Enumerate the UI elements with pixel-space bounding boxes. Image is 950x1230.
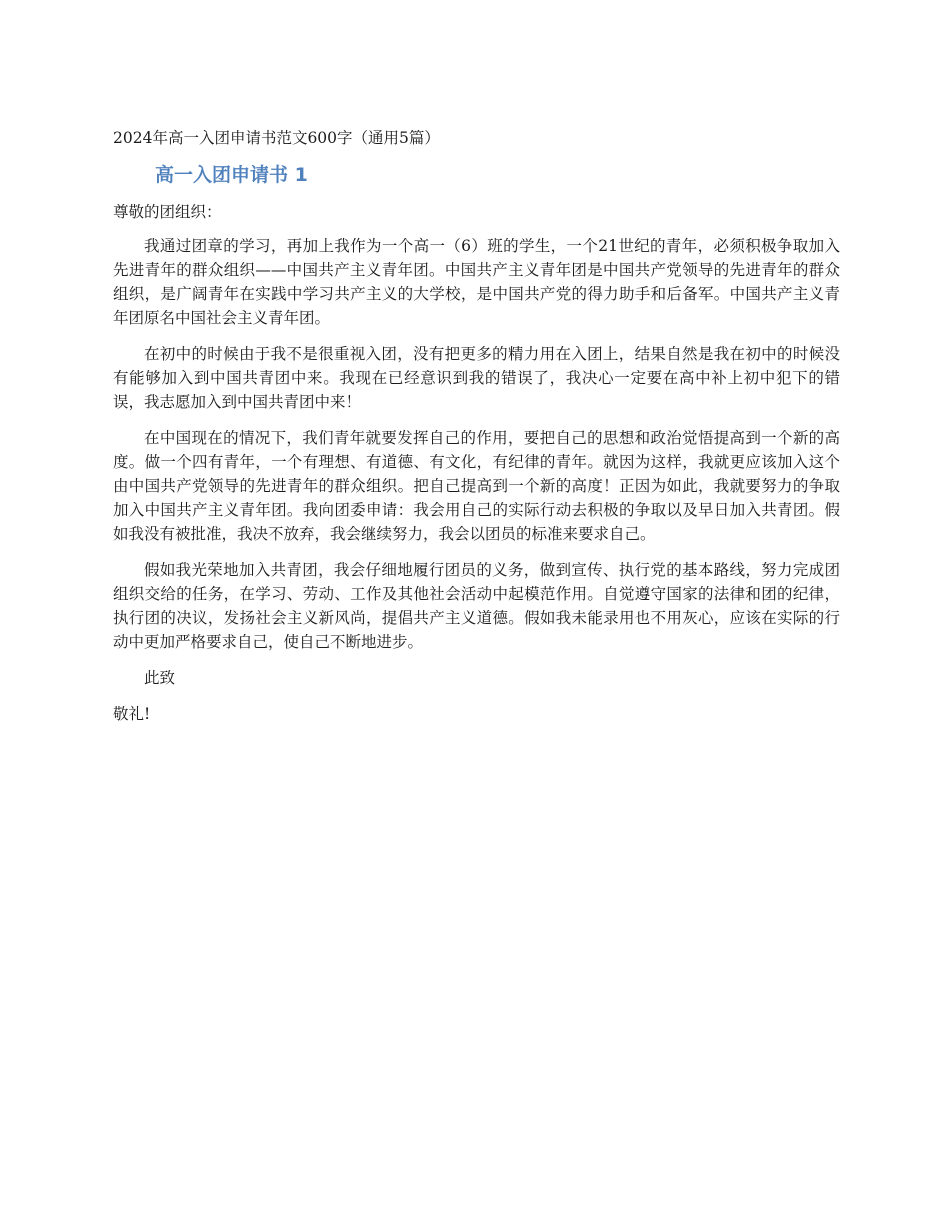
salutation: 尊敬的团组织： <box>113 203 222 221</box>
regards-line: 敬礼! <box>113 705 151 723</box>
paragraph-3: 在中国现在的情况下，我们青年就要发挥自己的作用，要把自己的思想和政治觉悟提高到一个新的高度。做一个四有青年，一个有理想、有道德、有文化，有纪律的青年。就因为这样，我就更应该加入这个由中国共产党领导的先进青年的群众组织。把自己提高到一个新的高度！正因为如此，我就要努力的争取加入中国共产主义青年团。我向团委申请：我会用自己的实际行动去积极的争取以及早日加入共青团。假如我没有被批准，我决不放弃，我会继续努力，我会以团员的标准来要求自己。 <box>113 429 840 543</box>
paragraph-1: 我通过团章的学习，再加上我作为一个高一（6）班的学生，一个21世纪的青年，必须积极争取加入先进青年的群众组织——中国共产主义青年团。中国共产主义青年团是中国共产党领导的先进青年的群众组织，是广阔青年在实践中学习共产主义的大学校，是中国共产党的得力助手和后备军。中国共产主义青年团原名中国社会主义青年团。 <box>113 237 840 327</box>
document-title: 2024年高一入团申请书范文600字（通用5篇） <box>113 129 440 147</box>
closing-line: 此致 <box>144 669 176 687</box>
paragraph-2: 在初中的时候由于我不是很重视入团，没有把更多的精力用在入团上，结果自然是我在初中的时候没有能够加入到中国共青团中来。我现在已经意识到我的错误了，我决心一定要在高中补上初中犯下的错误，我志愿加入到中国共青团中来！ <box>113 345 840 411</box>
section-heading: 高一入团申请书 1 <box>155 164 308 186</box>
document-page <box>113 126 840 726</box>
paragraph-4: 假如我光荣地加入共青团，我会仔细地履行团员的义务，做到宣传、执行党的基本路线，努力完成团组织交给的任务，在学习、劳动、工作及其他社会活动中起模范作用。自觉遵守国家的法律和团的纪律，执行团的决议，发扬社会主义新风尚，提倡共产主义道德。假如我未能录用也不用灰心，应该在实际的行动中更加严格要求自己，使自己不断地进步。 <box>113 561 840 651</box>
